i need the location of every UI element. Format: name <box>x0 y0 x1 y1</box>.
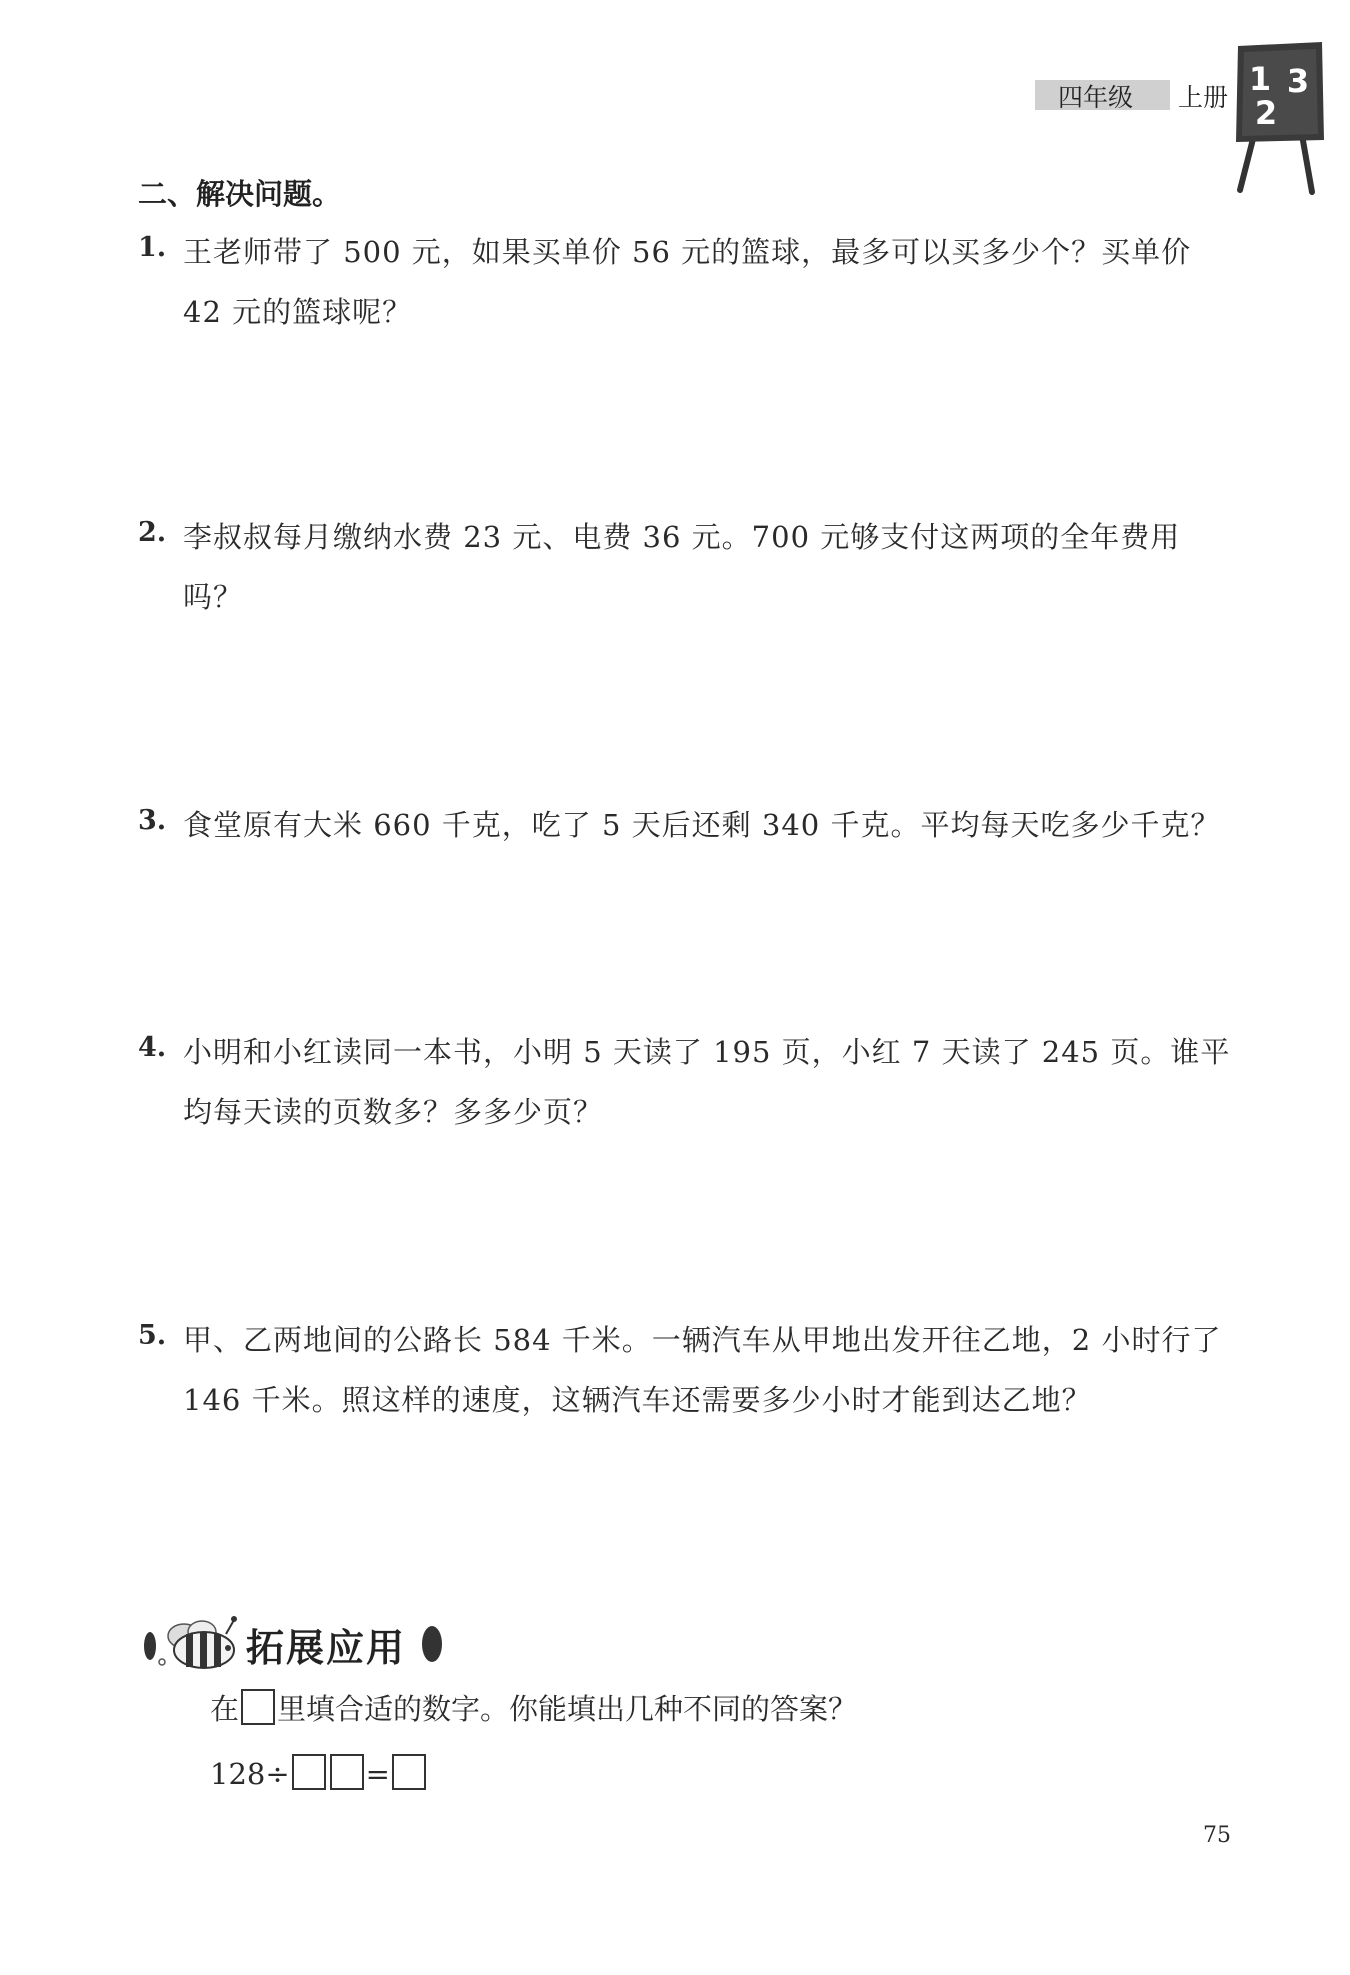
bee-icon <box>159 1616 237 1668</box>
answer-box-divisor-ones[interactable] <box>330 1754 364 1790</box>
problem-3 <box>138 795 1238 855</box>
prompt-suffix: 里填合适的数字。你能填出几种不同的答案？ <box>277 1692 858 1726</box>
problem-text: 甲、乙两地间的公路长 584 千米。一辆汽车从甲地出发开往乙地，2 小时行了 146 千米。照这样的速度，这辆汽车还需要多少小时才能到达乙地？ <box>183 1323 1222 1417</box>
problem-text: 李叔叔每月缴纳水费 23 元、电费 36 元。700 元够支付这两项的全年费用吗？ <box>183 520 1181 614</box>
section-title: 二、解决问题。 <box>138 177 342 211</box>
answer-box-divisor-tens[interactable] <box>292 1754 326 1790</box>
problem-number: 1. <box>138 232 167 263</box>
problem-number: 5. <box>138 1320 167 1351</box>
problem-5 <box>138 1310 1238 1430</box>
answer-box-sample <box>241 1689 275 1725</box>
problem-1 <box>138 222 1238 342</box>
problem-text: 小明和小红读同一本书，小明 5 天读了 195 页，小红 7 天读了 245 页。谁平均每天读的页数多？多多少页？ <box>183 1035 1231 1129</box>
problem-text: 食堂原有大米 660 千克，吃了 5 天后还剩 340 千克。平均每天吃多少千克？ <box>183 808 1221 842</box>
page-number: 75 <box>1203 1823 1231 1848</box>
extension-title: 拓展应用 <box>246 1626 407 1670</box>
volume-label: 上册 <box>1178 83 1229 112</box>
problem-number: 4. <box>138 1032 167 1063</box>
extension-equation <box>210 1752 428 1796</box>
extension-prompt <box>210 1687 857 1731</box>
problem-number: 3. <box>138 805 167 836</box>
equation-equals: = <box>365 1757 390 1791</box>
prompt-prefix: 在 <box>210 1692 240 1726</box>
chalkboard-icon <box>1232 40 1327 200</box>
problem-number: 2. <box>138 517 167 548</box>
board-digit-3: 3 <box>1286 62 1310 100</box>
problem-2 <box>138 507 1238 627</box>
grade-label: 四年级 <box>1058 83 1134 112</box>
board-digit-1: 1 <box>1248 60 1272 98</box>
problem-text: 王老师带了 500 元，如果买单价 56 元的篮球，最多可以买多少个？买单价 42 元的篮球呢？ <box>183 235 1192 329</box>
answer-box-quotient[interactable] <box>392 1754 426 1790</box>
problem-4 <box>138 1022 1238 1142</box>
equation-prefix: 128÷ <box>210 1757 290 1791</box>
board-digit-2: 2 <box>1254 94 1278 132</box>
